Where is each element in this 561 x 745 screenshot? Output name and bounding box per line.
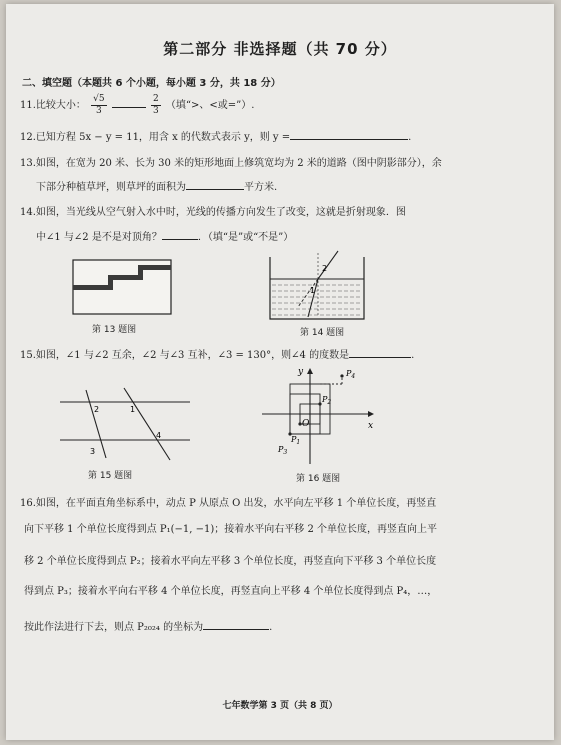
fig16-p4-label: $P_4$ xyxy=(346,369,356,380)
answer-blank-14[interactable] xyxy=(162,239,198,240)
question-14-line1: 14.如图，当光线从空气射入水中时，光线的传播方向发生了改变，这就是折射现象．图 xyxy=(20,207,406,218)
figure-14-diagram xyxy=(268,249,368,321)
fig15-label-2: 2 xyxy=(94,405,100,414)
fig16-origin-label: O xyxy=(302,419,310,429)
fraction-2: $\frac{2}{3}$ xyxy=(152,94,159,116)
question-13-line2: 下部分种植草坪，则草坪的面积为 平方米. xyxy=(36,182,278,193)
exam-page xyxy=(6,4,554,740)
figure-13-diagram xyxy=(72,259,172,315)
question-14-line2: 中∠1 与∠2 是不是对顶角？ ．（填“是”或“不是”） xyxy=(36,232,294,243)
question-16-line5: 按此作法进行下去，则点 P₂₀₂₄ 的坐标为 . xyxy=(24,622,273,633)
answer-blank-12[interactable] xyxy=(290,139,408,140)
caption-fig13: 第 13 题图 xyxy=(92,325,137,335)
question-15: 15.如图，∠1 与∠2 互余，∠2 与∠3 互补，∠3 = 130°，则∠4 的度数是 . xyxy=(20,350,415,361)
fig14-label-2: 2 xyxy=(322,264,328,273)
fig15-label-3: 3 xyxy=(90,447,96,456)
q11-suffix: （填“>、<或=”）. xyxy=(165,100,255,111)
answer-blank-15[interactable] xyxy=(349,357,411,358)
question-12: 12.已知方程 5x − y = 11，用含 x 的代数式表示 y，则 y = . xyxy=(20,132,412,143)
question-16-line3: 移 2 个单位长度得到点 P₂；接着水平向左平移 3 个单位长度，再竖直向下平移 3 个单位长度 xyxy=(24,556,437,567)
caption-fig16: 第 16 题图 xyxy=(296,474,341,484)
page-title: 第二部分 非选择题（共 70 分） xyxy=(163,40,397,58)
question-11 xyxy=(20,94,254,117)
fig16-p1-label: $P_1$ xyxy=(291,435,301,446)
fig14-label-1: 1 xyxy=(310,286,316,295)
fig16-x-axis-label: x xyxy=(368,421,374,431)
question-13-line1: 13.如图，在宽为 20 米、长为 30 米的矩形地面上修筑宽均为 2 米的道路（图中阴影部分），余 xyxy=(20,158,442,169)
question-16-line1: 16.如图，在平面直角坐标系中，动点 P 从原点 O 出发，水平向左平移 1 个单位长度，再竖直 xyxy=(20,498,437,509)
fig16-y-axis-label: y xyxy=(298,367,304,377)
fig15-label-4: 4 xyxy=(156,431,162,440)
answer-blank-13[interactable] xyxy=(186,189,244,190)
question-16-line4: 得到点 P₃；接着水平向右平移 4 个单位长度，再竖直向上平移 4 个单位长度得到点 P₄，…， xyxy=(24,586,438,597)
fig15-label-1: 1 xyxy=(130,405,136,414)
q11-prefix: 11.比较大小： xyxy=(20,100,86,111)
fraction-1: $\frac{√5}{3}$ xyxy=(93,94,105,116)
section-heading: 二、填空题（本题共 6 个小题，每小题 3 分，共 18 分） xyxy=(22,78,281,89)
fig16-p3-label: $P_3$ xyxy=(278,445,288,456)
caption-fig15: 第 15 题图 xyxy=(88,471,133,481)
page-footer: 七年数学第 3 页（共 8 页） xyxy=(222,701,338,711)
figure-15-diagram xyxy=(54,384,194,462)
question-16-line2: 向下平移 1 个单位长度得到点 P₁(−1, −1)；接着水平向右平移 2 个单位长度，再竖直向上平 xyxy=(24,524,437,535)
fig16-p2-label: $P_2$ xyxy=(322,395,332,406)
answer-blank-16[interactable] xyxy=(203,629,269,630)
caption-fig14: 第 14 题图 xyxy=(300,328,345,338)
answer-blank-11[interactable] xyxy=(112,107,146,108)
figure-16-diagram xyxy=(258,366,378,466)
